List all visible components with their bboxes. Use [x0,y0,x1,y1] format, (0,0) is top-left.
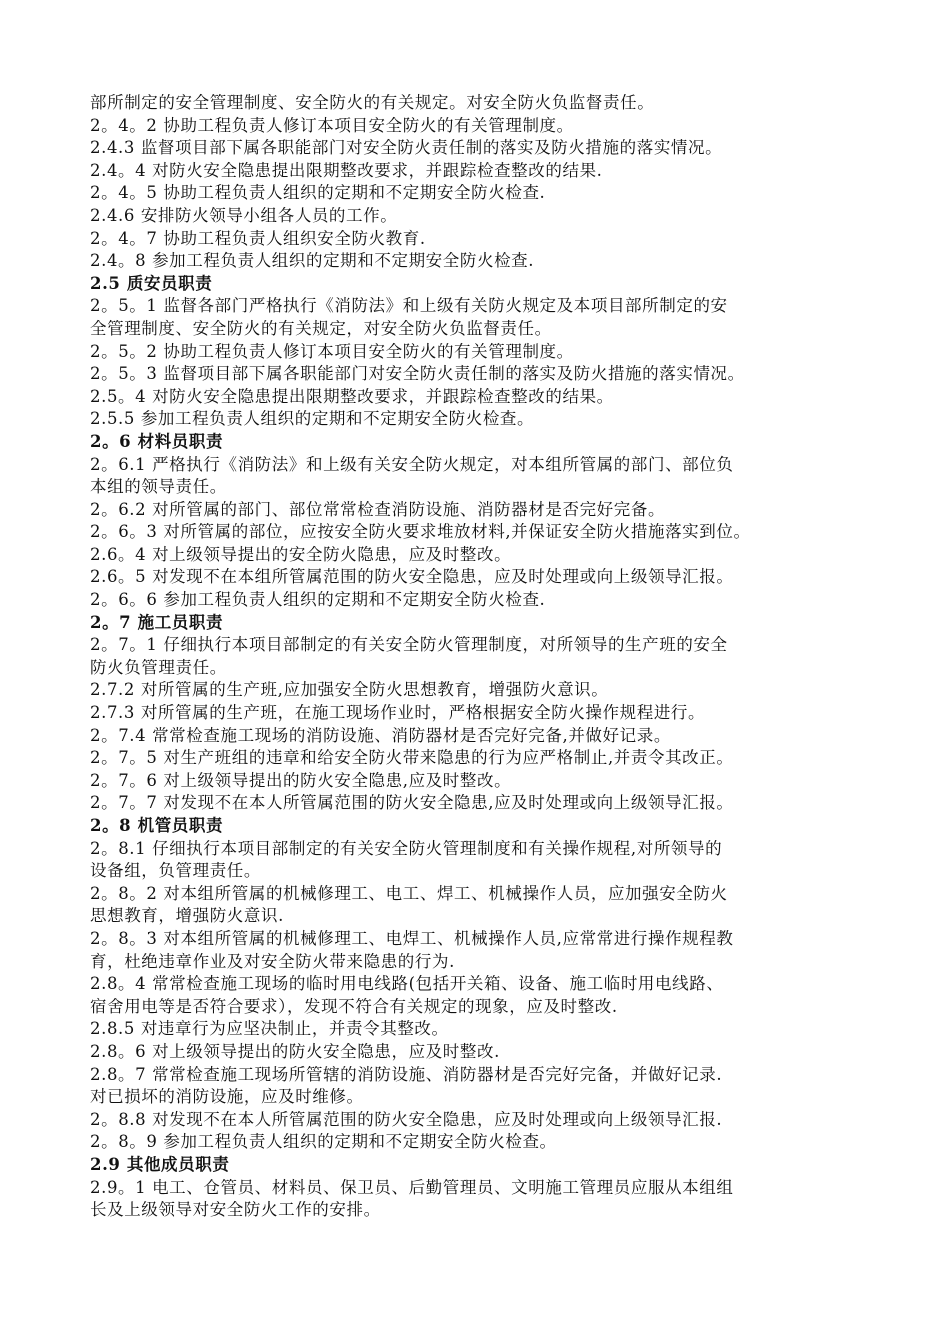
section-heading: 2.5 质安员职责 [90,273,213,293]
text-line: 2.6。5 对发现不在本组所管属范围的防火安全隐患，应及时处理或向上级领导汇报。 [90,567,734,587]
text-line: 2.7.3 对所管属的生产班，在施工现场作业时，严格根据安全防火操作规程进行。 [90,703,706,723]
text-line: 2。8。9 参加工程负责人组织的定期和不定期安全防火检查。 [90,1132,557,1152]
section-heading: 2。8 机管员职责 [90,816,224,835]
section-heading: 2。7 施工员职责 [90,612,224,632]
text-line: 2。4。7 协助工程负责人组织安全防火教育. [90,228,426,248]
text-line: 2。8.8 对发现不在本人所管属范围的防火安全隐患，应及时处理或向上级领导汇报. [90,1109,723,1129]
text-line: 2。7。6 对上级领导提出的防火安全隐患,应及时整改。 [90,770,512,790]
document-page [90,92,880,1222]
text-line: 2。7。1 仔细执行本项目部制定的有关安全防火管理制度，对所领导的生产班的安全 [90,635,728,655]
text-line: 2.8。6 对上级领导提出的防火安全隐患，应及时整改. [90,1041,500,1061]
text-line: 2。6。3 对所管属的部位，应按安全防火要求堆放材料,并保证安全防火措施落实到位。 [90,522,751,542]
text-line: 对已损坏的消防设施，应及时维修。 [90,1087,364,1107]
text-line: 2。8。3 对本组所管属的机械修理工、电焊工、机械操作人员,应常常进行操作规程教 [90,928,734,948]
text-line: 2.9。1 电工、仓管员、材料员、保卫员、后勤管理员、文明施工管理员应服从本组组 [90,1177,734,1197]
text-line: 育，杜绝违章作业及对安全防火带来隐患的行为. [90,951,455,971]
text-line: 2。6.2 对所管属的部门、部位常常检查消防设施、消防器材是否完好完备。 [90,499,666,519]
text-line: 2。4。5 协助工程负责人组织的定期和不定期安全防火检查. [90,183,546,203]
text-line: 思想教育，增强防火意识. [90,906,284,926]
text-line: 长及上级领导对安全防火工作的安排。 [90,1200,381,1220]
text-line: 全管理制度、安全防火的有关规定，对安全防火负监督责任。 [90,318,552,338]
text-line: 2.7.2 对所管属的生产班,应加强安全防火思想教育，增强防火意识。 [90,680,609,700]
text-line: 部所制定的安全管理制度、安全防火的有关规定。对安全防火负监督责任。 [90,93,655,112]
text-line: 2。5。3 监督项目部下属各职能部门对安全防火责任制的落实及防火措施的落实情况。 [90,364,745,384]
section-heading: 2.9 其他成员职责 [90,1154,230,1174]
text-line: 2.4.6 安排防火领导小组各人员的工作。 [90,205,398,225]
text-line: 2。7。5 对生产班组的违章和给安全防火带来隐患的行为应严格制止,并责令其改正。 [90,748,734,768]
text-line: 2.4.3 监督项目部下属各职能部门对安全防火责任制的落实及防火措施的落实情况。 [90,138,723,158]
text-line: 2.8.5 对违章行为应坚决制止，并责令其整改。 [90,1019,449,1039]
text-line: 本组的领导责任。 [90,477,227,497]
text-line: 2.4。4 对防火安全隐患提出限期整改要求，并跟踪检查整改的结果. [90,160,603,180]
section-heading: 2。6 材料员职责 [90,431,224,451]
text-line: 2。5。2 协助工程负责人修订本项目安全防火的有关管理制度。 [90,341,574,361]
text-line: 2.8。4 常常检查施工现场的临时用电线路(包括开关箱、设备、施工临时用电线路、 [90,974,724,994]
text-line: 设备组，负管理责任。 [90,861,261,881]
text-line: 2。4。2 协助工程负责人修订本项目安全防火的有关管理制度。 [90,115,574,135]
text-line: 2.8。7 常常检查施工现场所管辖的消防设施、消防器材是否完好完备，并做好记录. [90,1064,723,1084]
text-line: 2。8.1 仔细执行本项目部制定的有关安全防火管理制度和有关操作规程,对所领导的 [90,838,723,858]
text-line: 宿舍用电等是否符合要求），发现不符合有关规定的现象，应及时整改. [90,996,618,1016]
text-line: 防火负管理责任。 [90,657,227,677]
text-line: 2。6.1 严格执行《消防法》和上级有关安全防火规定，对本组所管属的部门、部位负 [90,454,734,474]
text-line: 2。7.4 常常检查施工现场的消防设施、消防器材是否完好完备,并做好记录。 [90,725,671,745]
text-line: 2.4。8 参加工程负责人组织的定期和不定期安全防火检查. [90,251,535,271]
text-line: 2。8。2 对本组所管属的机械修理工、电工、焊工、机械操作人员，应加强安全防火 [90,883,728,903]
text-line: 2.6。4 对上级领导提出的安全防火隐患，应及时整改。 [90,544,512,564]
text-line: 2.5.5 参加工程负责人组织的定期和不定期安全防火检查。 [90,409,535,429]
text-line: 2。6。6 参加工程负责人组织的定期和不定期安全防火检查. [90,590,546,610]
text-line: 2.5。4 对防火安全隐患提出限期整改要求，并跟踪检查整改的结果。 [90,386,614,406]
text-line: 2。5。1 监督各部门严格执行《消防法》和上级有关防火规定及本项目部所制定的安 [90,296,728,316]
text-line: 2。7。7 对发现不在本人所管属范围的防火安全隐患,应及时处理或向上级领导汇报。 [90,793,734,813]
